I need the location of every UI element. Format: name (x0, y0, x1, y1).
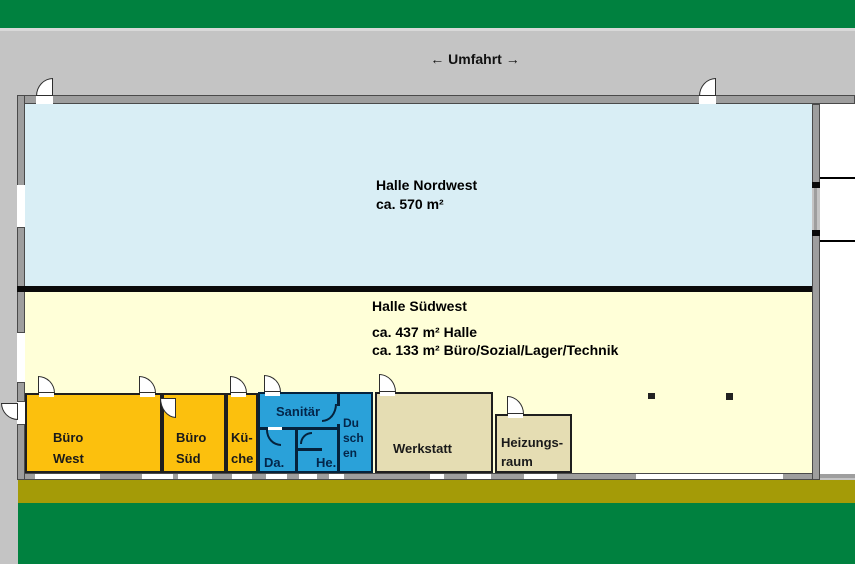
party-wall-east-seg1 (812, 104, 820, 188)
outer-wall-west-seg4 (17, 424, 25, 480)
window-south-1 (35, 474, 100, 479)
hall-suedwest-label (372, 298, 618, 359)
olive-strip (18, 480, 855, 503)
hall-suedwest-area-rooms: ca. 133 m² Büro/Sozial/Lager/Technik (372, 342, 619, 358)
sanitaer-wall-h2 (295, 448, 322, 451)
sanitaer-wall-v2b (337, 424, 340, 471)
window-east-gap (814, 188, 817, 230)
window-south-6 (299, 474, 317, 479)
room-buero-west-label-1: Büro (53, 430, 84, 445)
outer-wall-west-seg2 (17, 227, 25, 333)
neighbor-wall-line-2 (818, 240, 855, 242)
window-south-4 (232, 474, 252, 479)
window-south-7 (329, 474, 344, 479)
east-gap-tick-top (812, 182, 820, 188)
window-south-11 (636, 474, 783, 479)
party-wall-east-seg2 (812, 230, 820, 480)
door-gap-north-2 (699, 95, 716, 104)
east-gap-tick-bottom (812, 230, 820, 236)
hall-nordwest-name: Halle Nordwest (376, 177, 478, 193)
top-band-separator (0, 28, 855, 31)
neighbor-unit-area (820, 104, 855, 474)
umfahrt-road-label: ← Umfahrt → (430, 51, 520, 67)
bottom-green-band (18, 503, 855, 564)
door-gap-west (17, 402, 25, 424)
room-duschen-label (343, 416, 364, 461)
room-sanitaer-label: Sanitär (276, 404, 321, 419)
room-heizungsraum-label-2: raum (501, 454, 533, 469)
window-south-9 (467, 474, 491, 479)
top-green-band (0, 0, 855, 28)
room-sanitaer (258, 392, 373, 473)
room-buero-sued-label-1: Büro (176, 430, 207, 445)
room-kueche (226, 393, 258, 473)
window-south-8 (430, 474, 444, 479)
hall-nordwest-label (376, 176, 477, 214)
room-buero-west-label-2: West (53, 451, 84, 466)
window-south-2 (142, 474, 173, 479)
hall-suedwest-area-hall: ca. 437 m² Halle (372, 324, 478, 340)
door-north-1 (36, 78, 53, 96)
neighbor-wall-line-1 (818, 177, 855, 179)
column-1 (648, 393, 655, 399)
sanitaer-wall-v2a (337, 394, 340, 406)
room-heizungsraum-label-1: Heizungs- (501, 435, 564, 450)
room-werkstatt-label: Werkstatt (393, 441, 453, 456)
duschen-line-1: Du (343, 416, 359, 430)
room-kueche-label-1: Kü- (231, 430, 253, 445)
neighbor-bottom-wall (820, 474, 855, 478)
room-buero-west (25, 393, 162, 473)
duschen-line-3: en (343, 446, 358, 460)
room-buero-sued-label-2: Süd (176, 451, 201, 466)
room-herren-label: He. (316, 455, 337, 470)
window-south-10 (524, 474, 557, 479)
door-west-exit (1, 403, 18, 420)
door-gap-north-1 (36, 95, 53, 104)
sanitaer-door-arc-2 (300, 432, 312, 444)
outer-wall-west-seg1 (17, 95, 25, 187)
window-south-3 (178, 474, 212, 479)
window-south-5 (266, 474, 287, 479)
door-north-2 (699, 78, 716, 96)
room-damen-label: Da. (264, 455, 285, 470)
room-kueche-label-2: che (231, 451, 254, 466)
window-west-2 (17, 333, 25, 382)
outer-wall-west-seg3 (17, 382, 25, 402)
duschen-line-2: sch (343, 431, 364, 445)
room-heizungsraum (495, 414, 572, 473)
room-werkstatt (375, 392, 493, 473)
hall-nordwest-area-text: ca. 570 m² (376, 196, 444, 212)
divider-wall-tick-west (17, 286, 25, 292)
sanitaer-door-arc-1 (266, 430, 281, 446)
outer-wall-north (17, 95, 855, 104)
hall-suedwest-name: Halle Südwest (372, 298, 467, 314)
window-west-1 (17, 185, 25, 227)
duschen-door-arc (322, 404, 337, 422)
column-2 (726, 393, 733, 400)
hall-divider-wall (25, 286, 812, 292)
